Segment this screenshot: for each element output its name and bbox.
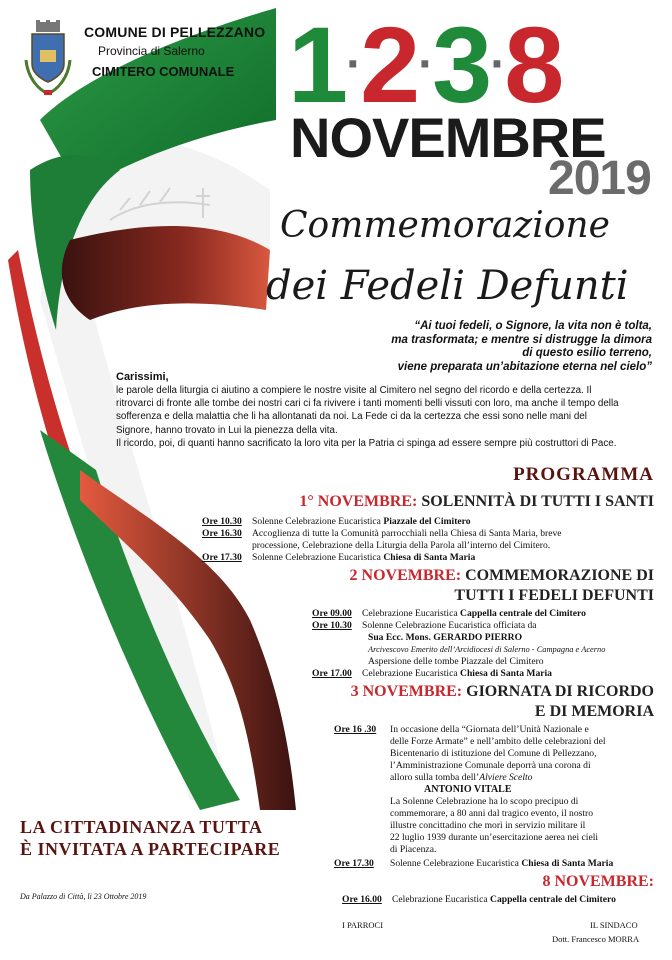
provincia-label: Provincia di Salerno [98, 44, 205, 58]
date-2: 2 [360, 4, 419, 125]
invitation-text [20, 816, 280, 860]
event-time: Ore 10.30 [202, 516, 242, 527]
event-text: Celebrazione Eucaristica [362, 608, 461, 619]
event-location: Chiesa di Santa Maria [521, 858, 614, 869]
event-text: In occasione della “Giornata dell’Unità Nazionale e [390, 724, 589, 735]
day3-text: 22 luglio 1939 durante un’esercitazione aerea nei cieli [390, 832, 599, 843]
date-separator: · [418, 38, 433, 92]
event-time: Ore 16.30 [202, 528, 242, 539]
liturgy-quote [272, 320, 652, 374]
letter-line: Il ricordo, poi, di quanti hanno sacrificato la loro vita per la Patria ci spinga ad essere sempre più costruttori di Pace. [116, 437, 617, 449]
comune-name: COMUNE DI PELLEZZANO [84, 24, 266, 40]
day3-text: Bicentenario di istituzione del Comune di Pellezzano, [390, 748, 597, 759]
day3-text: l’Amministrazione Comunale deporrà una corona di [390, 760, 591, 771]
programma-title: PROGRAMMA [513, 464, 654, 485]
day3-honoree: ANTONIO VITALE [424, 784, 512, 795]
day3-rank: Alviere Scelto [479, 772, 533, 783]
signature-parroci: I PARROCI [342, 920, 384, 930]
title-line-2: dei Fedeli Defunti [266, 263, 629, 309]
event-text: Solenne Celebrazione Eucaristica [252, 552, 384, 563]
day3-heading [351, 682, 654, 702]
day2-title-2: TUTTI I FEDELI DEFUNTI [454, 587, 654, 604]
date-separator: · [490, 38, 505, 92]
event-dates [288, 4, 658, 125]
event-time: Ore 16 .30 [334, 724, 377, 735]
date-3: 3 [432, 4, 491, 125]
title-line-1: Commemorazione [280, 205, 610, 246]
month-title: NOVEMBRE [290, 106, 606, 169]
event-text: Solenne Celebrazione Eucaristica officiata da [362, 620, 537, 631]
quote-line: “Ai tuoi fedeli, o Signore, la vita non è tolta, [414, 320, 652, 332]
day2-event [368, 632, 522, 644]
quote-line: viene preparata un’abitazione eterna nel cielo” [397, 360, 652, 373]
day3-title: GIORNATA DI RICORDO [462, 683, 654, 700]
letter-line: sofferenza e della malattia che li ha allontanati da noi. La Fede ci da la certezza che essi sono nelle mani del [116, 411, 587, 423]
letter-line: ritrovarci di fronte alle tombe dei nostri cari ci fa rivivere i tanti momenti belli vissuti con loro, ma anche il tempo della [116, 398, 619, 410]
invitation-line-1: LA CITTADINANZA TUTTA [20, 817, 263, 837]
day2-event [368, 656, 544, 668]
day2-event [312, 668, 552, 680]
event-text: Arcivescovo Emerito dell’Arcidiocesi di Salerno - Campagna e Acerno [368, 645, 606, 654]
letter-greeting: Carissimi, [116, 371, 169, 383]
date-8: 8 [504, 4, 563, 125]
day3-event [334, 724, 589, 736]
day3-event [334, 858, 613, 870]
day2-heading [350, 566, 654, 586]
day3-text: di Piacenza. [390, 844, 437, 855]
day8-date: 8 NOVEMBRE: [542, 873, 654, 890]
day1-event [252, 540, 550, 552]
letter-body [116, 384, 656, 450]
day2-title: COMMEMORAZIONE DI [461, 567, 654, 584]
day8-event [342, 894, 616, 906]
event-text: processione, Celebrazione della Liturgia della Parola all’interno del Cimitero. [252, 540, 551, 551]
event-text: Celebrazione Eucaristica [362, 668, 461, 679]
event-time: Ore 16.00 [342, 894, 382, 905]
day1-event [202, 516, 471, 528]
letter-line: le parole della liturgia ci aiutino a compiere le nostre visite al Cimitero nel segno del ricordo e della certezza. Il [116, 385, 592, 396]
event-text: Celebrazione Eucaristica [392, 894, 491, 905]
event-location: Chiesa di Santa Maria [383, 552, 476, 563]
day2-event [368, 644, 605, 656]
day1-event [202, 552, 475, 564]
day1-date: 1° NOVEMBRE: [299, 493, 418, 510]
date-separator: · [346, 38, 361, 92]
event-text: Solenne Celebrazione Eucaristica [252, 516, 384, 527]
letter-line: Signore, hanno trovato in Lui la pienezza della vita. [116, 424, 338, 436]
quote-line: di questo esilio terreno, [522, 347, 652, 359]
signature-sindaco: IL SINDACO [590, 920, 638, 930]
event-time: Ore 17.30 [334, 858, 374, 869]
place-date: Da Palazzo di Città, li 23 Ottobre 2019 [20, 892, 147, 901]
day2-event [312, 620, 537, 632]
event-location: Cappella centrale del Cimitero [490, 894, 616, 905]
year-title: 2019 [548, 152, 651, 205]
day2-heading-2 [454, 586, 654, 606]
event-time: Ore 09.00 [312, 608, 352, 619]
day3-text-alpino [390, 772, 532, 784]
quote-line: ma trasformata; e mentre si distrugge la dimora [391, 333, 652, 346]
day2-date: 2 NOVEMBRE: [349, 567, 462, 584]
day3-text: alloro sulla tomba dell’ [390, 772, 480, 783]
event-time: Ore 10.30 [312, 620, 352, 631]
event-text: Solenne Celebrazione Eucaristica [390, 858, 522, 869]
day3-heading-2 [535, 702, 654, 722]
day3-text: illustre concittadino che morì in servizio militare il [390, 820, 586, 831]
event-location: Piazzale del Cimitero [383, 516, 471, 527]
day3-text: commemorare, a 80 anni dal tragico evento, il nostro [390, 808, 594, 819]
day1-title: SOLENNITÀ DI TUTTI I SANTI [417, 493, 654, 510]
day2-event [312, 608, 586, 620]
signature-sindaco-name: Dott. Francesco MORRA [552, 934, 640, 944]
event-text: Accoglienza di tutte la Comunità parrocchiali nella Chiesa di Santa Maria, breve [252, 528, 562, 539]
event-time: Ore 17.00 [312, 668, 352, 679]
day3-date: 3 NOVEMBRE: [350, 683, 463, 700]
day8-heading [542, 872, 654, 892]
event-location: Chiesa di Santa Maria [460, 668, 552, 679]
event-location: Cappella centrale del Cimitero [460, 608, 586, 619]
date-1: 1 [288, 4, 347, 125]
cimitero-label: CIMITERO COMUNALE [92, 64, 235, 79]
municipal-crest-icon [22, 20, 74, 100]
event-text: Aspersione delle tombe Piazzale del Cimitero [368, 656, 544, 667]
day3-text: La Solenne Celebrazione ha lo scopo precipuo di [390, 796, 579, 807]
event-time: Ore 17.30 [202, 552, 242, 563]
day1-heading [299, 492, 654, 512]
event-officiant: Sua Ecc. Mons. GERARDO PIERRO [368, 632, 523, 643]
day3-title-2: E DI MEMORIA [534, 703, 654, 720]
invitation-line-2: È INVITATA A PARTECIPARE [20, 839, 281, 859]
day3-text: delle Forze Armate” e nell’ambito delle celebrazioni del [390, 736, 606, 747]
day1-event [202, 528, 562, 540]
